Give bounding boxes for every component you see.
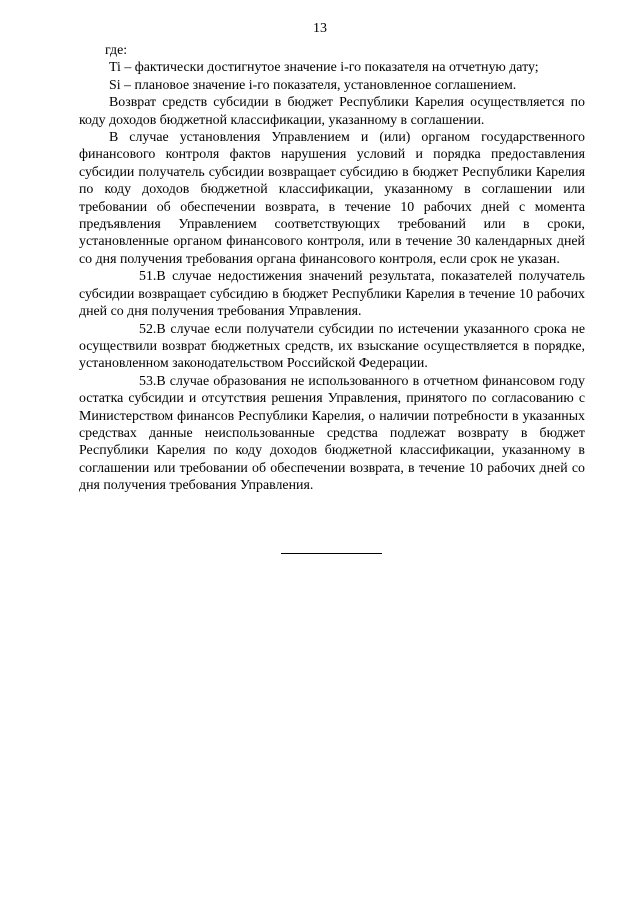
end-separator-line xyxy=(281,553,382,554)
paragraph-text: где: xyxy=(105,43,128,58)
page-number: 13 xyxy=(313,21,327,36)
paragraph-53 xyxy=(79,373,585,495)
paragraph-number: 52. xyxy=(139,321,157,337)
paragraph-text: Возврат средств субсидии в бюджет Республики Карелия осуществляется по коду доходов бюджетной классификации, указанному в соглашении. xyxy=(79,95,585,128)
paragraph-si-definition xyxy=(79,77,585,94)
paragraph-text: В случае недостижения значений результата, показателей получатель субсидии возвращает субсидию в бюджет Республики Карелия в течение 10 рабочих дней со дня получения требования Управления. xyxy=(79,269,585,320)
paragraph-text: Ti – фактически достигнутое значение i-го показателя на отчетную дату; xyxy=(109,60,539,76)
paragraph-51 xyxy=(79,268,585,320)
paragraph-text: В случае если получатели субсидии по истечении указанного срока не осуществили возврат бюджетных средств, их взыскание осуществляется в порядке, установленном законодательством Российской Федерации. xyxy=(79,321,585,372)
paragraph-number: 53. xyxy=(139,373,157,389)
paragraph-where xyxy=(79,42,585,59)
paragraph-number: 51. xyxy=(139,269,157,285)
paragraph-ti-definition xyxy=(79,59,585,76)
paragraph-text: Si – плановое значение i-го показателя, установленное соглашением. xyxy=(109,77,517,93)
paragraph-text: В случае образования не использованного в отчетном финансовом году остатка субсидии и отсутствия решения Управления, принятого по согласованию с Министерством финансов Республики Карелия, о наличии потребности в указанных средствах данные неиспользованные средства подлежат возврату в бюджет Республики Карелия по коду доходов бюджетной классификации, указанному в соглашении или требовании об обеспечении возврата, в течение 10 рабочих дней со дня получения требования Управления. xyxy=(79,373,585,494)
paragraph-52 xyxy=(79,321,585,373)
paragraph-return-code xyxy=(79,94,585,129)
paragraph-violation-return xyxy=(79,129,585,268)
paragraph-text: В случае установления Управлением и (или) органом государственного финансового контроля фактов нарушения условий и порядка предоставления субсидии получатель субсидии возвращает субсидию в бюджет Республики Карелия по коду доходов бюджетной классификации, указанному в соглашении или требовании об обеспечении возврата, в течение 10 рабочих дней с момента предъявления Управлением соответствующих требований или в сроки, установленные органом финансового контроля, или в течение 30 календарных дней со дня получения требования органа финансового контроля, если срок не указан. xyxy=(79,130,585,267)
document-body xyxy=(79,42,585,495)
